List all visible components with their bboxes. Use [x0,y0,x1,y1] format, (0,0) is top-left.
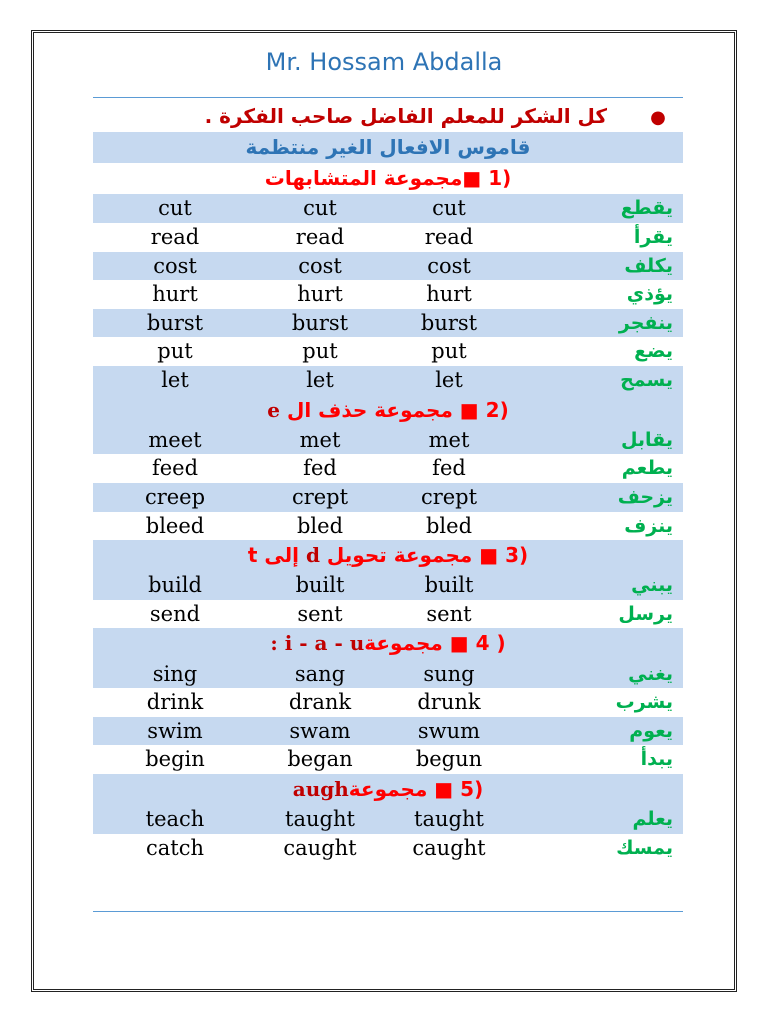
base-form: creep [144,484,206,509]
verb-row [93,454,683,483]
arabic-meaning: يطعم [621,457,673,480]
arabic-meaning: يقابل [620,428,673,451]
past-form: cut [303,196,337,221]
base-form: put [157,339,193,364]
past-form: put [302,339,338,364]
past-form: caught [283,835,357,860]
past-participle: built [424,573,474,598]
group-heading-text: (1 ■مجموعة المتشابهات [264,166,512,191]
base-form: teach [145,807,205,832]
past-participle: let [435,367,463,392]
verb-row [93,805,683,834]
group-heading [93,395,683,426]
past-participle: fed [432,456,466,481]
past-form: cost [298,253,342,278]
past-participle: crept [420,484,478,509]
past-participle: sent [426,601,472,626]
arabic-meaning: ينزف [624,514,673,537]
past-participle: bled [425,513,473,538]
base-form: hurt [152,282,198,307]
group-heading-text: ( 4 ■ مجموعة [364,631,506,656]
verb-row [93,660,683,689]
arabic-meaning: يضع [634,340,673,363]
past-participle: read [424,224,474,249]
verb-row [93,309,683,338]
base-form: catch [145,835,204,860]
group-heading-letters: i - a - u : [270,631,365,656]
verb-row [93,280,683,309]
base-form: meet [148,427,202,452]
header-rule [93,97,683,98]
arabic-meaning: يزحف [617,485,673,508]
group-heading-letters: e [267,397,280,422]
verb-row [93,252,683,281]
verb-row [93,717,683,746]
verb-row [93,483,683,512]
base-form: build [148,573,202,598]
verb-row [93,512,683,541]
past-form: began [287,747,353,772]
past-form: hurt [297,282,343,307]
past-form: sang [294,661,346,686]
bullet-icon: ● [650,107,666,128]
past-form: swam [289,718,351,743]
base-form: bleed [145,513,205,538]
base-form: sing [152,661,198,686]
irregular-verbs-table [93,132,683,862]
arabic-meaning: يبني [631,574,673,597]
arabic-meaning: يعلم [632,808,673,831]
verb-row [93,745,683,774]
base-form: feed [151,456,199,481]
past-form: crept [291,484,349,509]
past-form: sent [297,601,343,626]
arabic-meaning: يرسل [618,602,673,625]
author-header: Mr. Hossam Abdalla [265,48,503,76]
base-form: swim [147,718,203,743]
footer-rule [93,911,683,912]
past-participle: cut [432,196,466,221]
thanks-text: كل الشكر للمعلم الفاضل صاحب الفكرة . [204,104,607,128]
base-form: cut [158,196,192,221]
verb-row [93,688,683,717]
past-participle: cost [427,253,471,278]
arabic-meaning: يقطع [620,197,673,220]
past-participle: taught [414,807,484,832]
verb-row [93,337,683,366]
past-form: bled [296,513,344,538]
group-heading-suffix: إلى t [247,543,306,568]
verb-row [93,834,683,863]
past-participle: drunk [417,690,481,715]
past-form: let [306,367,334,392]
verb-row [93,366,683,395]
group-heading-letters: augh [292,777,349,802]
group-heading-text: (5 ■ مجموعة [348,777,484,802]
verb-row [93,223,683,252]
base-form: send [149,601,201,626]
past-form: built [295,573,345,598]
base-form: burst [146,310,204,335]
past-form: read [295,224,345,249]
past-form: taught [285,807,355,832]
arabic-meaning: يشرب [615,691,673,714]
base-form: begin [145,747,205,772]
arabic-meaning: ينفجر [618,311,673,334]
past-participle: put [431,339,467,364]
arabic-meaning: يغني [628,662,673,685]
past-participle: sung [423,661,475,686]
arabic-meaning: يعوم [629,719,673,742]
verb-row [93,194,683,223]
past-participle: burst [420,310,478,335]
past-form: met [299,427,341,452]
base-form: let [161,367,189,392]
arabic-meaning: يكلف [624,254,673,277]
thanks-line [93,101,683,131]
base-form: drink [146,690,204,715]
arabic-meaning: يؤذي [626,283,673,306]
past-form: burst [291,310,349,335]
group-heading [93,774,683,805]
group-heading-letters: d [305,543,320,568]
past-form: fed [303,456,337,481]
base-form: cost [153,253,197,278]
arabic-meaning: يبدأ [640,748,673,771]
past-participle: caught [412,835,486,860]
arabic-meaning: يمسك [616,836,673,859]
past-participle: hurt [426,282,472,307]
past-form: drank [288,690,352,715]
past-participle: begun [415,747,483,772]
arabic-meaning: يقرأ [633,225,673,248]
group-heading-text: (2 ■ مجموعة حذف ال [280,397,509,422]
table-title: قاموس الافعال الغير منتظمة [93,132,683,163]
group-heading [93,540,683,571]
arabic-meaning: يسمح [620,368,673,391]
verb-row [93,571,683,600]
group-heading [93,628,683,659]
group-heading-text: (3 ■ مجموعة تحويل [319,543,529,568]
past-participle: met [428,427,470,452]
base-form: read [150,224,200,249]
group-heading [93,163,683,194]
verb-row [93,426,683,455]
verb-row [93,600,683,629]
past-participle: swum [417,718,481,743]
